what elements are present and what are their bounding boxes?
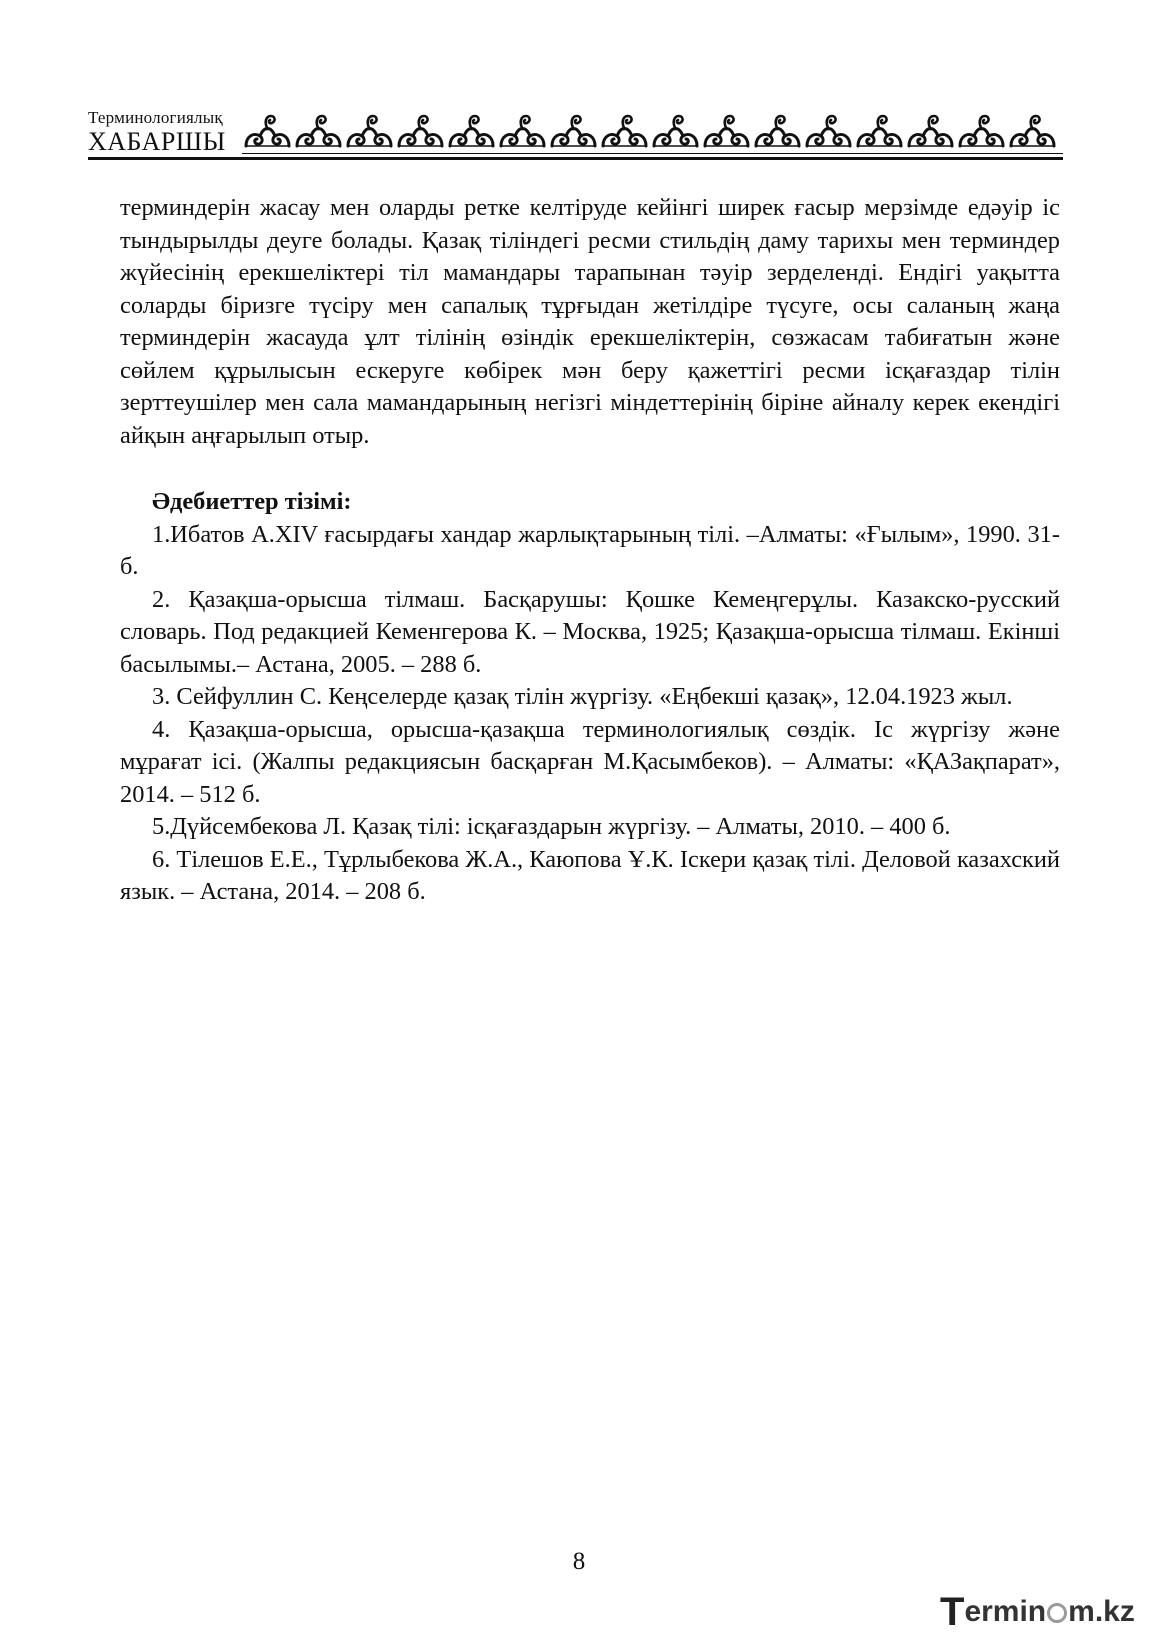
header-divider-thin — [242, 153, 1063, 154]
journal-title-big: ХАБАРШЫ — [88, 127, 226, 156]
logo-circle-icon — [1047, 1603, 1067, 1623]
logo-letter-t: T — [940, 1590, 965, 1634]
kazakh-ornament-icon — [242, 108, 1063, 154]
reference-item-4: 4. Қазақша-орысша, орысша-қазақша терминологиялық сөздік. Іс жүргізу және мұрағат ісі. (Жалпы редакциясын басқарған М.Қасымбеков). – Алматы: «ҚАЗақпарат», 2014. – 512 б. — [120, 715, 1060, 808]
references-title: Әдебиеттер тізімі: — [152, 488, 352, 515]
journal-title-small: Терминологиялық — [88, 108, 223, 127]
reference-item-1: 1.Ибатов А.XIV ғасырдағы хандар жарлықтарының тілі. –Алматы: «Ғылым», 1990. 31-б. — [120, 520, 1060, 580]
article-body — [120, 192, 1060, 909]
page-number: 8 — [572, 1548, 586, 1575]
body-paragraph: терминдерін жасау мен оларды ретке келтіруде кейінгі ширек ғасыр мерзімде едәуір іс тындырылды деуге болады. Қазақ тіліндегі ресми стильдің даму тарихы мен терминдер жүйесінің ерекшеліктері тіл мамандары тарапынан тәуір зерделенді. Ендігі уақытта соларды біризге түсіру мен сапалық тұрғыдан жетілдіре түсуге, осы саланың жаңа терминдерін жасауда ұлт тілінің өзіндік ерекшеліктерін, сөзжасам табиғатын және сөйлем құрылысын ескеруге көбірек мән беру қажеттігі ресми ісқағаздар тілін зерттеушілер мен сала мамандарының негізгі міндеттерінің біріне айналу керек екендігі айқын аңғарылып отыр. — [120, 194, 1060, 449]
page-header — [88, 108, 1063, 160]
reference-item-3: 3. Сейфуллин С. Кеңселерде қазақ тілін жүргізу. «Еңбекші қазақ», 12.04.1923 жыл. — [152, 683, 1013, 710]
termincom-logo — [940, 1590, 1150, 1634]
header-divider — [88, 157, 1063, 160]
logo-text-part1: ermin — [964, 1595, 1047, 1628]
reference-item-6: 6. Тілешов Е.Е., Тұрлыбекова Ж.А., Каюпова Ұ.К. Іскери қазақ тілі. Деловой казахский язык. – Астана, 2014. – 208 б. — [120, 845, 1060, 905]
logo-text-part2: m.kz — [1068, 1595, 1135, 1628]
reference-item-5: 5.Дүйсембекова Л. Қазақ тілі: ісқағаздарын жүргізу. – Алматы, 2010. – 400 б. — [152, 813, 951, 840]
reference-item-2: 2. Қазақша-орысша тілмаш. Басқарушы: Қошке Кемеңгерұлы. Казакско-русский словарь. Под редакцией Кеменгерова К. – Москва, 1925; Қазақша-орысша тілмаш. Екінші басылымы.– Астана, 2005. – 288 б. — [120, 585, 1060, 678]
